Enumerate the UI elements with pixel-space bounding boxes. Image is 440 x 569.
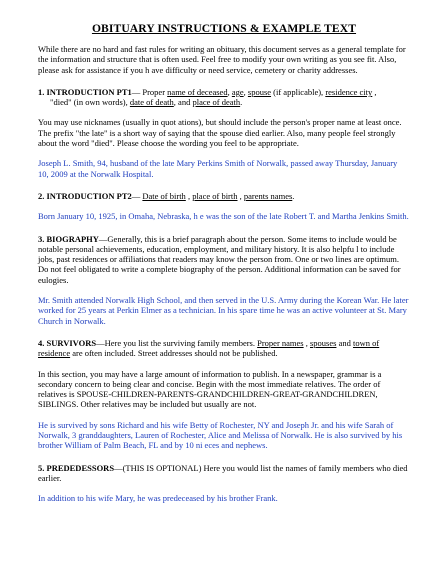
field-parents-names: parents names xyxy=(243,190,293,201)
section-2-example: Born January 10, 1925, in Omaha, Nebraska, h e was the son of the late Robert T. and Martha Jenkins Smith. xyxy=(38,211,409,222)
section-2-title: INTRODUCTION PT2 xyxy=(46,190,132,201)
section-1-example: Joseph L. Smith, 94, husband of the late Mary Perkins Smith of Norwalk, passed away Thursday, January 10, 2009 at the Norwalk Hospital. xyxy=(38,158,398,179)
field-town-of-residence-cont: residence xyxy=(38,348,71,359)
section-3-number: 3. xyxy=(38,233,45,244)
separator: , xyxy=(237,190,244,201)
separator: are often included. Street addresses should not be published. xyxy=(70,348,278,359)
field-date-of-death: date of death xyxy=(129,97,174,108)
section-4-example: He is survived by sons Richard and his wife Betty of Rochester, NY and Joseph Jr. and his wife Sarah of Norwalk, 3 granddaughters, Lauren of Rochester, Alice and Melissa of Norwalk. He is also survived by his brother William of Palm Beach, FL and by 10 ni eces and nephews. xyxy=(38,419,403,451)
section-5-text: —(THIS IS OPTIONAL) Here you would list the names of family members who died earlier. xyxy=(38,462,408,483)
separator: , xyxy=(227,86,232,97)
separator: . xyxy=(240,97,243,108)
section-5-title: PREDEDESSORS xyxy=(46,462,115,473)
separator: — xyxy=(131,190,143,201)
section-4-heading xyxy=(38,338,410,359)
field-age: age xyxy=(231,86,244,97)
section-5-number: 5. xyxy=(38,462,45,473)
field-town-of-residence: town of xyxy=(352,337,380,348)
separator: , xyxy=(185,190,193,201)
section-3-title: BIOGRAPHY xyxy=(46,233,99,244)
field-place-of-death: place of death xyxy=(192,97,241,108)
section-3-example: Mr. Smith attended Norwalk High School, and then served in the U.S. Army during the Korean War. He later worked for 25 years at Perkin Elmer as a technician. In his spare time he was an active volunteer at St. Mary Church in Norwalk. xyxy=(38,295,409,326)
section-4-number: 4. xyxy=(38,337,45,348)
field-place-of-birth: place of birth xyxy=(192,190,238,201)
intro-paragraph: While there are no hard and fast rules for writing an obituary, this document serves as a general template for the information and structure that is often used. Feel free to modify your own writing as you see fit. Also, please ask for assistance if you h ave difficulty or need service, cemetery or charity addresses. xyxy=(38,44,406,75)
section-1-heading xyxy=(38,87,410,108)
section-2-heading xyxy=(38,191,410,201)
separator: —Here you list the surviving family members. xyxy=(96,337,258,348)
section-1-title: INTRODUCTION PT1 xyxy=(46,86,132,97)
document-page xyxy=(38,22,410,504)
separator: , xyxy=(303,337,310,348)
section-3-text: —Generally, this is a brief paragraph about the person. Some items to include would be notable personal achievements, education, employment, and military history. It is also helpfu l to include jobs, past residences or affiliations that readers may know the person from. One or two lines are optimum. Do not feel obligated to write a complete biography of the person. Additional information can be saved for eulogies. xyxy=(38,233,401,285)
section-4-note: In this section, you may have a large amount of information to publish. In a newspaper, grammar is a secondary concern to being clear and concise. Begin with the most immediate relatives. The order of relatives is SPOUSE-CHILDREN-PARENTS-GRANDCHILDREN-GREAT-GRANDCHILDREN, SIBLINGS. Other relatives may be included but usually are not. xyxy=(38,368,382,410)
field-spouses: spouses xyxy=(310,337,337,348)
document-title: OBITUARY INSTRUCTIONS & EXAMPLE TEXT xyxy=(91,22,357,35)
section-1-note: You may use nicknames (usually in quot ations), but should include the person's proper name at least once. The prefix "the late" is a short way of saying that the spouse died earlier. Also, many people feel strongly about the word "died". Please choose the wording you feel to be appropriate. xyxy=(38,117,402,149)
separator: , xyxy=(243,86,248,97)
section-2-number: 2. xyxy=(38,190,45,201)
section-5-paragraph xyxy=(38,463,410,484)
section-5-example: In addition to his wife Mary, he was predeceased by his brother Frank. xyxy=(38,493,278,504)
section-1-number: 1. xyxy=(38,86,45,97)
field-spouse: spouse xyxy=(247,86,272,97)
section-4-title: SURVIVORS xyxy=(46,337,97,348)
separator: and xyxy=(336,337,353,348)
separator: , xyxy=(372,86,377,97)
separator: . xyxy=(292,190,295,201)
field-name-of-deceased: name of deceased xyxy=(167,86,228,97)
field-proper-names: Proper names xyxy=(257,337,304,348)
field-residence-city: residence city xyxy=(325,86,373,97)
separator: , and xyxy=(173,97,193,108)
separator: (if applicable), xyxy=(271,86,326,97)
section-3-paragraph xyxy=(38,234,410,285)
section-1-text: — Proper xyxy=(131,86,168,97)
field-date-of-birth: Date of birth xyxy=(142,190,186,201)
section-1-line-2: "died" (in own words), xyxy=(50,97,130,108)
